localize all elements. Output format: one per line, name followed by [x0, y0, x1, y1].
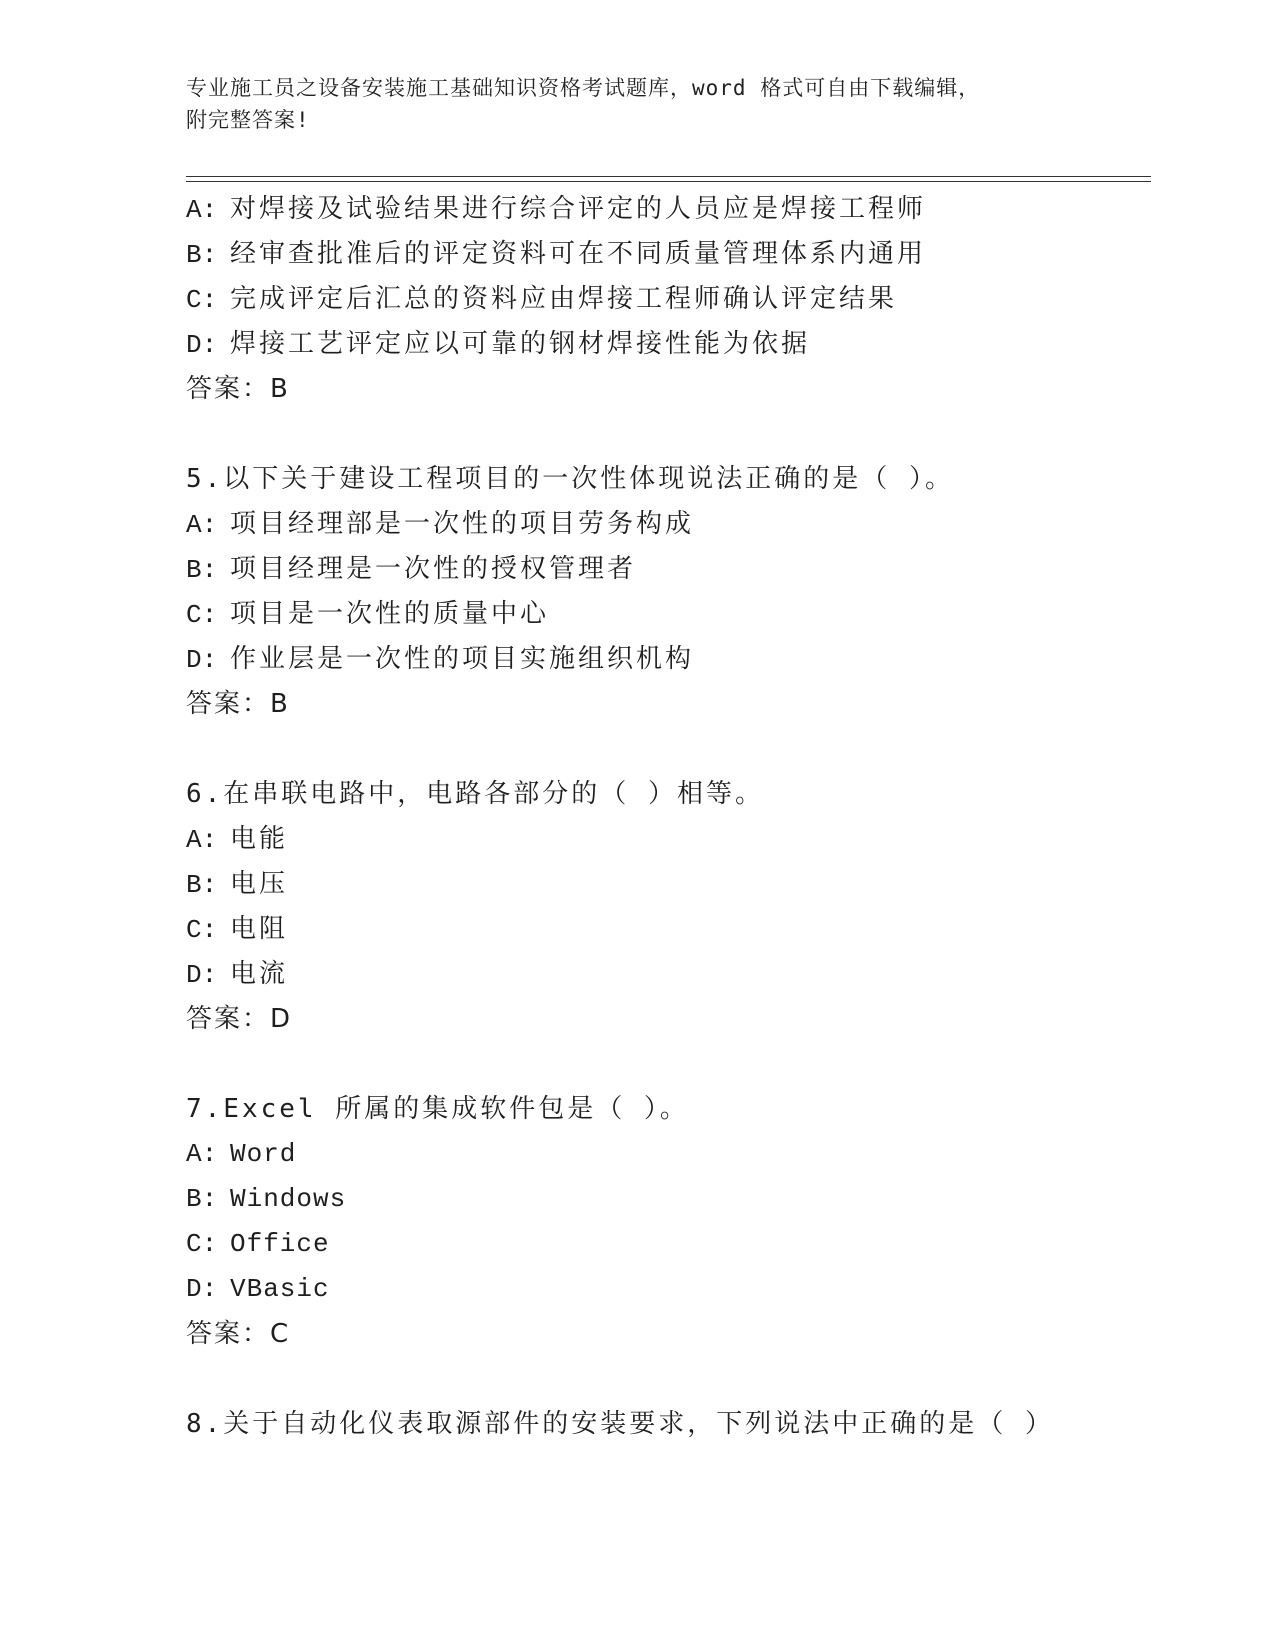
header-line-1: 专业施工员之设备安装施工基础知识资格考试题库，word 格式可自由下载编辑，	[186, 76, 981, 100]
q6-question: 6.在串联电路中，电路各部分的（ ）相等。	[186, 779, 764, 809]
q6-option-b: B: 电压	[186, 869, 289, 900]
document-header	[186, 72, 1066, 136]
q7-answer: 答案：C	[186, 1319, 291, 1349]
q5-answer: 答案：B	[186, 689, 290, 719]
q7-option-d: D: VBasic	[186, 1274, 330, 1304]
q6-option-d: D: 电流	[186, 959, 289, 990]
q4-option-a: A: 对焊接及试验结果进行综合评定的人员应是焊接工程师	[186, 194, 927, 225]
q7-option-b: B: Windows	[186, 1184, 347, 1214]
header-divider-bottom	[186, 181, 1151, 182]
header-line-2: 附完整答案!	[186, 108, 310, 132]
q8-question: 8.关于自动化仪表取源部件的安装要求，下列说法中正确的是（ ）	[186, 1409, 1054, 1439]
q6-option-c: C: 电阻	[186, 914, 289, 945]
q7-option-a: A: Word	[186, 1139, 297, 1169]
q6-answer: 答案：D	[186, 1004, 293, 1034]
q5-option-d: D: 作业层是一次性的项目实施组织机构	[186, 644, 695, 675]
q4-option-d: D: 焊接工艺评定应以可靠的钢材焊接性能为依据	[186, 329, 811, 360]
q5-option-b: B: 项目经理是一次性的授权管理者	[186, 554, 637, 585]
q5-option-a: A: 项目经理部是一次性的项目劳务构成	[186, 509, 695, 540]
q4-option-c: C: 完成评定后汇总的资料应由焊接工程师确认评定结果	[186, 284, 898, 315]
header-divider-top	[186, 176, 1151, 177]
q4-answer: 答案：B	[186, 374, 290, 404]
q4-option-b: B: 经审查批准后的评定资料可在不同质量管理体系内通用	[186, 239, 927, 270]
q5-question: 5.以下关于建设工程项目的一次性体现说法正确的是（ ）。	[186, 464, 954, 494]
q7-question: 7.Excel 所属的集成软件包是（ ）。	[186, 1094, 689, 1124]
q5-option-c: C: 项目是一次性的质量中心	[186, 599, 550, 630]
q6-option-a: A: 电能	[186, 824, 289, 855]
q7-option-c: C: Office	[186, 1229, 330, 1259]
